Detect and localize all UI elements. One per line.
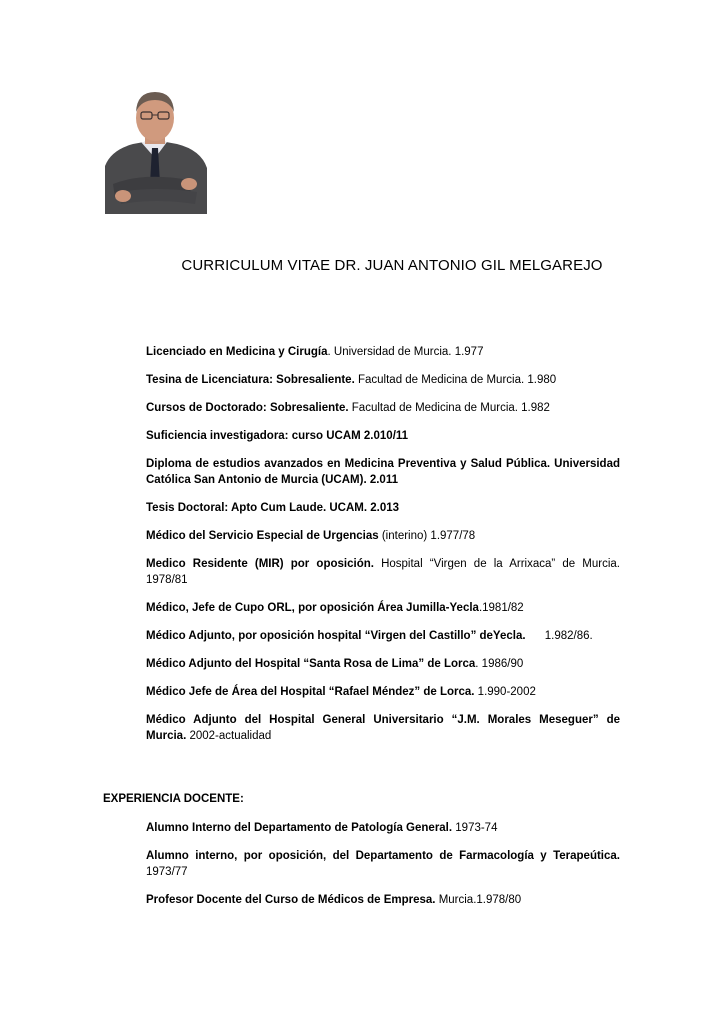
list-item: Profesor Docente del Curso de Médicos de Empresa. Murcia.1.978/80 <box>146 894 522 906</box>
page-title: CURRICULUM VITAE DR. JUAN ANTONIO GIL MELGAREJO <box>181 257 603 274</box>
list-item: Medico Residente (MIR) por oposición. Hospital “Virgen de la Arrixaca” de Murcia. 1978/81 <box>146 558 620 586</box>
list-item: Médico Adjunto, por oposición hospital “Virgen del Castillo” deYecla. 1.982/86. <box>146 630 593 642</box>
list-item: Médico Adjunto del Hospital “Santa Rosa de Lima” de Lorca. 1986/90 <box>146 658 524 670</box>
teaching-section-heading: EXPERIENCIA DOCENTE: <box>103 793 244 805</box>
list-item: Suficiencia investigadora: curso UCAM 2.010/11 <box>146 430 409 442</box>
list-item: Diploma de estudios avanzados en Medicina Preventiva y Salud Pública. Universidad Católica San Antonio de Murcia (UCAM). 2.011 <box>146 458 620 486</box>
list-item: Tesis Doctoral: Apto Cum Laude. UCAM. 2.013 <box>146 502 400 514</box>
list-item: Médico del Servicio Especial de Urgencias (interino) 1.977/78 <box>146 530 476 542</box>
list-item: Médico Jefe de Área del Hospital “Rafael Méndez” de Lorca. 1.990-2002 <box>146 686 536 698</box>
cv-entries-list <box>146 344 620 756</box>
list-item: Cursos de Doctorado: Sobresaliente. Facultad de Medicina de Murcia. 1.982 <box>146 402 550 414</box>
list-item: Alumno interno, por oposición, del Departamento de Farmacología y Terapeútica. 1973/77 <box>146 850 620 878</box>
list-item: Alumno Interno del Departamento de Patología General. 1973-74 <box>146 822 498 834</box>
list-item: Médico, Jefe de Cupo ORL, por oposición Área Jumilla-Yecla.1981/82 <box>146 602 524 614</box>
list-item: Tesina de Licenciatura: Sobresaliente. Facultad de Medicina de Murcia. 1.980 <box>146 374 557 386</box>
portrait-photo <box>103 88 209 214</box>
list-item: Licenciado en Medicina y Cirugía. Universidad de Murcia. 1.977 <box>146 346 484 358</box>
teaching-entries-list <box>146 820 620 920</box>
list-item: Médico Adjunto del Hospital General Universitario “J.M. Morales Meseguer” de Murcia. 2002-actualidad <box>146 714 620 742</box>
